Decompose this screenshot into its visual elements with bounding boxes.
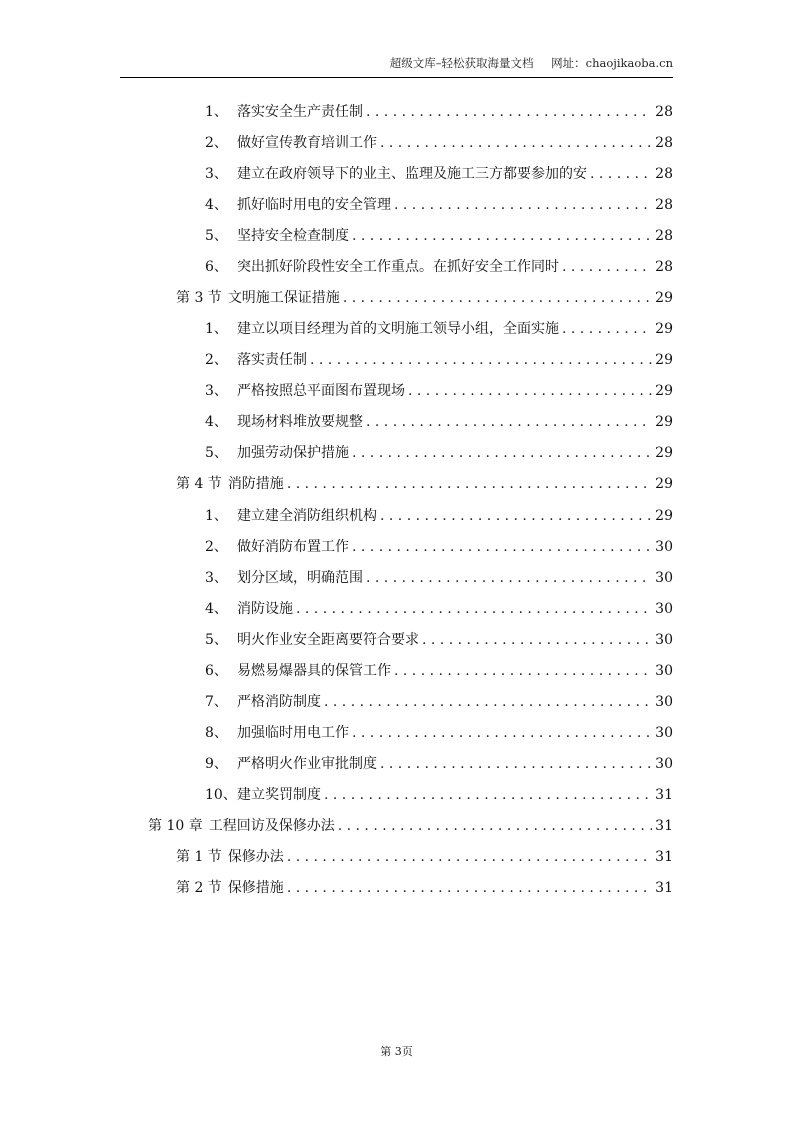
toc-entry-page: 28 bbox=[655, 197, 673, 214]
toc-dot-leader bbox=[394, 656, 652, 687]
toc-entry-title: 划分区域，明确范围 bbox=[237, 569, 363, 586]
toc-entry-title: 落实安全生产责任制 bbox=[237, 104, 363, 120]
toc-entry-title: 建立建全消防组织机构 bbox=[237, 507, 377, 524]
toc-entry-title: 易燃易爆器具的保管工作 bbox=[237, 662, 391, 679]
toc-entry-number: 4、 bbox=[205, 197, 228, 214]
toc-entry-number: 2、 bbox=[205, 538, 228, 555]
toc-entry[interactable] bbox=[205, 128, 673, 159]
toc-entry[interactable] bbox=[205, 376, 673, 407]
page-number: 第 3页 bbox=[380, 1045, 413, 1058]
toc-entry[interactable] bbox=[205, 532, 673, 563]
toc-entry-number: 9、 bbox=[205, 755, 228, 772]
toc-entry-title: 明火作业安全距离要符合要求 bbox=[237, 631, 419, 648]
page-header bbox=[120, 55, 673, 78]
toc-entry[interactable] bbox=[205, 687, 673, 718]
toc-dot-leader bbox=[352, 532, 652, 563]
toc-entry[interactable] bbox=[205, 345, 673, 376]
toc-entry[interactable] bbox=[205, 190, 673, 221]
toc-entry[interactable] bbox=[205, 625, 673, 656]
toc-entry-number: 2、 bbox=[205, 352, 228, 369]
toc-entry-number: 第 2 节 bbox=[176, 880, 222, 896]
toc-entry-title: 保修办法 bbox=[227, 848, 284, 865]
toc-entry-title: 突出抓好阶段性安全工作重点。在抓好安全工作同时 bbox=[237, 259, 559, 276]
toc-entry-title: 严格明火作业审批制度 bbox=[237, 755, 377, 772]
toc-dot-leader bbox=[287, 873, 652, 904]
toc-entry-number: 3、 bbox=[205, 383, 228, 400]
toc-entry[interactable] bbox=[205, 656, 673, 687]
toc-dot-leader bbox=[352, 718, 652, 749]
toc-dot-leader bbox=[352, 438, 652, 469]
toc-entry-number: 6、 bbox=[205, 259, 228, 276]
toc-dot-leader bbox=[343, 283, 652, 314]
toc-dot-leader bbox=[366, 97, 652, 128]
toc-entry-number: 4、 bbox=[205, 600, 228, 617]
toc-entry-title: 做好消防布置工作 bbox=[237, 538, 349, 555]
toc-dot-leader bbox=[408, 376, 652, 407]
toc-entry[interactable] bbox=[205, 563, 673, 594]
toc-entry[interactable] bbox=[176, 842, 673, 873]
toc-entry-page: 31 bbox=[655, 880, 673, 896]
toc-entry-page: 29 bbox=[655, 383, 673, 400]
toc-entry[interactable] bbox=[205, 407, 673, 438]
toc-entry[interactable] bbox=[205, 718, 673, 749]
toc-entry-page: 29 bbox=[655, 290, 673, 307]
toc-entry-title: 加强临时用电工作 bbox=[237, 724, 349, 741]
toc-entry-number: 3、 bbox=[205, 166, 228, 183]
toc-entry[interactable] bbox=[205, 594, 673, 625]
toc-entry-title: 建立奖罚制度 bbox=[237, 786, 321, 803]
toc-entry[interactable] bbox=[176, 469, 673, 500]
toc-entry[interactable] bbox=[205, 97, 673, 128]
toc-entry-number: 第 4 节 bbox=[176, 476, 222, 493]
toc-entry[interactable] bbox=[205, 221, 673, 252]
toc-entry-number: 第 1 节 bbox=[176, 848, 222, 865]
toc-dot-leader bbox=[338, 811, 652, 842]
toc-entry-page: 29 bbox=[655, 352, 673, 369]
toc-entry-page: 29 bbox=[655, 507, 673, 524]
toc-entry-title: 严格按照总平面图布置现场 bbox=[237, 383, 405, 400]
toc-entry-number: 第 10 章 bbox=[148, 817, 203, 834]
toc-entry-page: 30 bbox=[655, 724, 673, 741]
toc-dot-leader bbox=[296, 594, 652, 625]
toc-entry[interactable] bbox=[176, 873, 673, 904]
toc-entry-title: 严格消防制度 bbox=[237, 693, 321, 710]
toc-entry-number: 5、 bbox=[205, 445, 228, 462]
toc-entry-number: 2、 bbox=[205, 135, 228, 152]
toc-entry-page: 28 bbox=[655, 104, 673, 120]
toc-entry-number: 3、 bbox=[205, 569, 228, 586]
toc-dot-leader bbox=[324, 780, 652, 811]
toc-entry-title: 消防设施 bbox=[237, 600, 293, 617]
toc-dot-leader bbox=[590, 159, 652, 190]
toc-entry-number: 1、 bbox=[205, 104, 228, 120]
toc-dot-leader bbox=[352, 221, 652, 252]
toc-dot-leader bbox=[310, 345, 652, 376]
toc-entry-number: 6、 bbox=[205, 662, 228, 679]
toc-entry-number: 10、 bbox=[205, 786, 237, 803]
toc-entry[interactable] bbox=[205, 749, 673, 780]
toc-entry-page: 30 bbox=[655, 662, 673, 679]
toc-dot-leader bbox=[380, 749, 652, 780]
toc-entry-page: 28 bbox=[655, 166, 673, 183]
toc-entry-title: 建立在政府领导下的业主、监理及施工三方都要参加的安 bbox=[237, 166, 587, 183]
toc-entry-page: 31 bbox=[655, 848, 673, 865]
toc-entry-number: 5、 bbox=[205, 631, 228, 648]
toc-entry-title: 工程回访及保修办法 bbox=[208, 817, 335, 834]
toc-entry-title: 保修措施 bbox=[227, 880, 284, 896]
toc-entry[interactable] bbox=[148, 811, 673, 842]
toc-entry-number: 7、 bbox=[205, 693, 228, 710]
header-site: 网址：chaojikaoba.cn bbox=[551, 56, 673, 70]
toc-entry[interactable] bbox=[205, 159, 673, 190]
toc-entry-title: 消防措施 bbox=[227, 476, 284, 493]
toc-entry[interactable] bbox=[176, 283, 673, 314]
toc-entry-page: 30 bbox=[655, 693, 673, 710]
toc-entry-title: 建立以项目经理为首的文明施工领导小组，全面实施 bbox=[237, 321, 559, 338]
toc-entry[interactable] bbox=[205, 438, 673, 469]
header-title: 超级文库–轻松获取海量文档 bbox=[389, 56, 534, 70]
toc-entry[interactable] bbox=[205, 780, 673, 811]
toc-entry-page: 31 bbox=[655, 817, 673, 834]
toc-dot-leader bbox=[287, 842, 652, 873]
toc-dot-leader bbox=[394, 190, 652, 221]
toc-entry-number: 5、 bbox=[205, 228, 228, 245]
toc-entry-title: 文明施工保证措施 bbox=[227, 290, 340, 307]
toc-entry-title: 坚持安全检查制度 bbox=[237, 228, 349, 245]
toc-entry-title: 现场材料堆放要规整 bbox=[237, 414, 363, 431]
toc-entry-page: 29 bbox=[655, 321, 673, 338]
toc-entry-page: 31 bbox=[655, 786, 673, 803]
toc-entry-page: 29 bbox=[655, 476, 673, 493]
toc-entry-title: 加强劳动保护措施 bbox=[237, 445, 349, 462]
toc-entry-page: 28 bbox=[655, 135, 673, 152]
toc-dot-leader bbox=[287, 469, 652, 500]
toc-entry-title: 落实责任制 bbox=[237, 352, 307, 369]
toc-entry-page: 29 bbox=[655, 445, 673, 462]
toc-entry[interactable] bbox=[205, 314, 673, 345]
toc-dot-leader bbox=[366, 407, 652, 438]
toc-entry-number: 第 3 节 bbox=[176, 290, 222, 307]
toc-entry-page: 28 bbox=[655, 259, 673, 276]
toc-dot-leader bbox=[562, 252, 652, 283]
toc-entry-title: 做好宣传教育培训工作 bbox=[237, 135, 377, 152]
toc-entry-page: 30 bbox=[655, 538, 673, 555]
toc-dot-leader bbox=[562, 314, 652, 345]
toc-entry-page: 29 bbox=[655, 414, 673, 431]
toc-entry-page: 28 bbox=[655, 228, 673, 245]
toc-entry-page: 30 bbox=[655, 600, 673, 617]
toc-entry[interactable] bbox=[205, 501, 673, 532]
toc-entry-number: 1、 bbox=[205, 321, 228, 338]
toc-dot-leader bbox=[422, 625, 652, 656]
toc-entry-page: 30 bbox=[655, 569, 673, 586]
toc-dot-leader bbox=[380, 128, 652, 159]
toc-dot-leader bbox=[324, 687, 652, 718]
toc-dot-leader bbox=[366, 563, 652, 594]
toc-entry[interactable] bbox=[205, 252, 673, 283]
toc-entry-number: 4、 bbox=[205, 414, 228, 431]
toc-entry-number: 1、 bbox=[205, 507, 228, 524]
toc-entry-title: 抓好临时用电的安全管理 bbox=[237, 197, 391, 214]
toc-entry-page: 30 bbox=[655, 755, 673, 772]
toc-dot-leader bbox=[380, 501, 652, 532]
toc-entry-page: 30 bbox=[655, 631, 673, 648]
toc-entry-number: 8、 bbox=[205, 724, 228, 741]
